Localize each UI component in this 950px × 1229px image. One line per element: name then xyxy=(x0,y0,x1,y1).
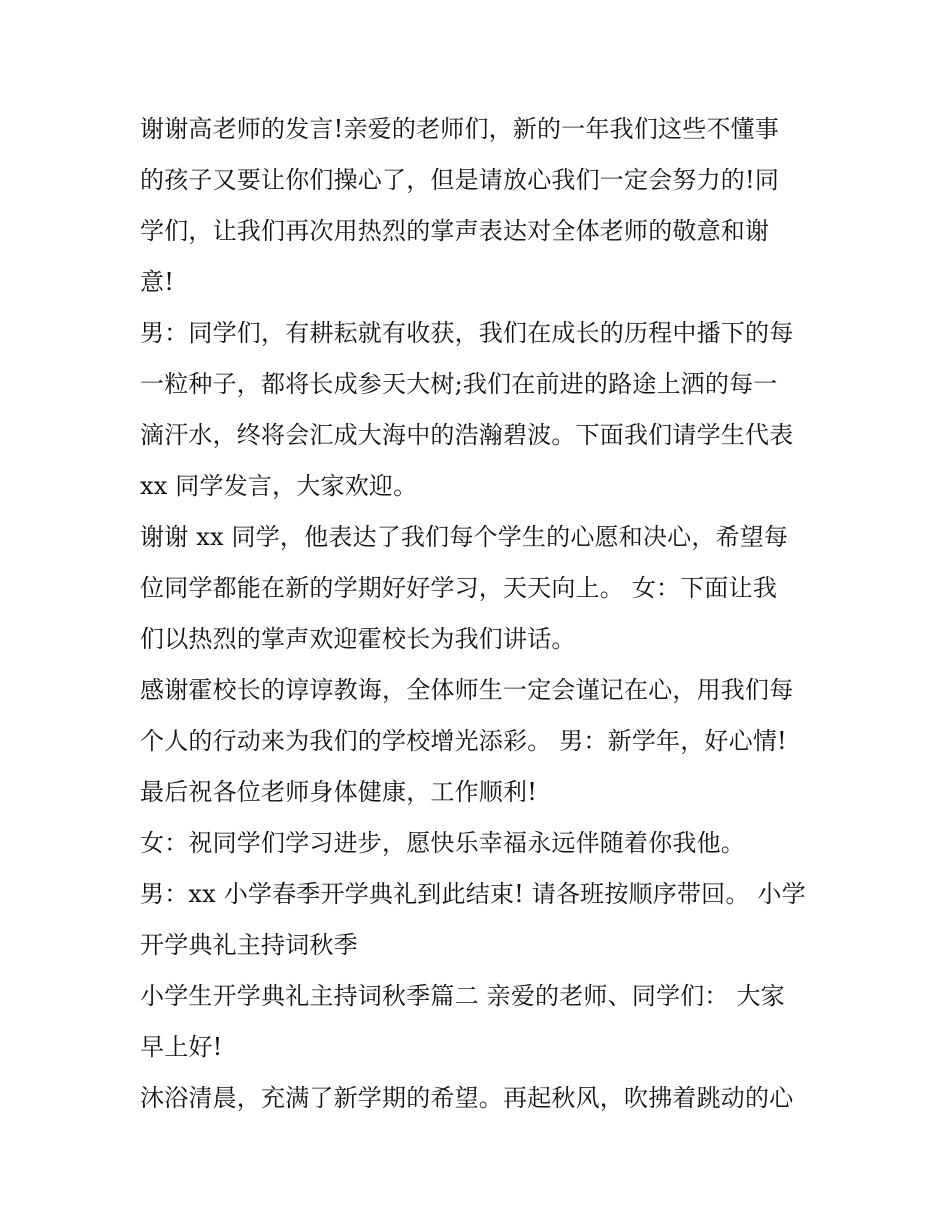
text-line: 小学生开学典礼主持词秋季篇二 亲爱的老师、同学们： 大家 xyxy=(140,982,785,1010)
text-line: 谢谢 xx 同学，他表达了我们每个学生的心愿和决心，希望每 xyxy=(140,523,789,551)
text-line: 意! xyxy=(140,268,175,296)
text-line: 一粒种子，都将长成参天大树;我们在前进的路途上洒的每一 xyxy=(140,370,778,398)
text-line: 谢谢高老师的发言!亲爱的老师们，新的一年我们这些不懂事 xyxy=(140,115,780,143)
text-line: 感谢霍校长的谆谆教诲，全体师生一定会谨记在心，用我们每 xyxy=(140,676,794,704)
text-line: 早上好! xyxy=(140,1033,223,1061)
text-line: 最后祝各位老师身体健康，工作顺利! xyxy=(140,778,538,806)
text-line: 个人的行动来为我们的学校增光添彩。 男：新学年，好心情! xyxy=(140,727,787,755)
text-line: 滴汗水，终将会汇成大海中的浩瀚碧波。下面我们请学生代表 xyxy=(140,421,794,449)
text-line: 男：xx 小学春季开学典礼到此结束! 请各班按顺序带回。 小学 xyxy=(140,880,806,908)
text-line: 开学典礼主持词秋季 xyxy=(140,931,358,959)
text-line: 学们，让我们再次用热烈的掌声表达对全体老师的敬意和谢 xyxy=(140,217,770,245)
text-line: 位同学都能在新的学期好好学习，天天向上。 女：下面让我 xyxy=(140,574,778,602)
text-line: 的孩子又要让你们操心了，但是请放心我们一定会努力的!同 xyxy=(140,166,780,194)
text-line: 们以热烈的掌声欢迎霍校长为我们讲话。 xyxy=(140,625,576,653)
text-line: 男：同学们，有耕耘就有收获，我们在成长的历程中播下的每 xyxy=(140,319,794,347)
text-line: xx 同学发言，大家欢迎。 xyxy=(140,472,418,500)
text-line: 沐浴清晨，充满了新学期的希望。再起秋风，吹拂着跳动的心 xyxy=(140,1084,794,1112)
text-line: 女：祝同学们学习进步，愿快乐幸福永远伴随着你我他。 xyxy=(140,829,745,857)
